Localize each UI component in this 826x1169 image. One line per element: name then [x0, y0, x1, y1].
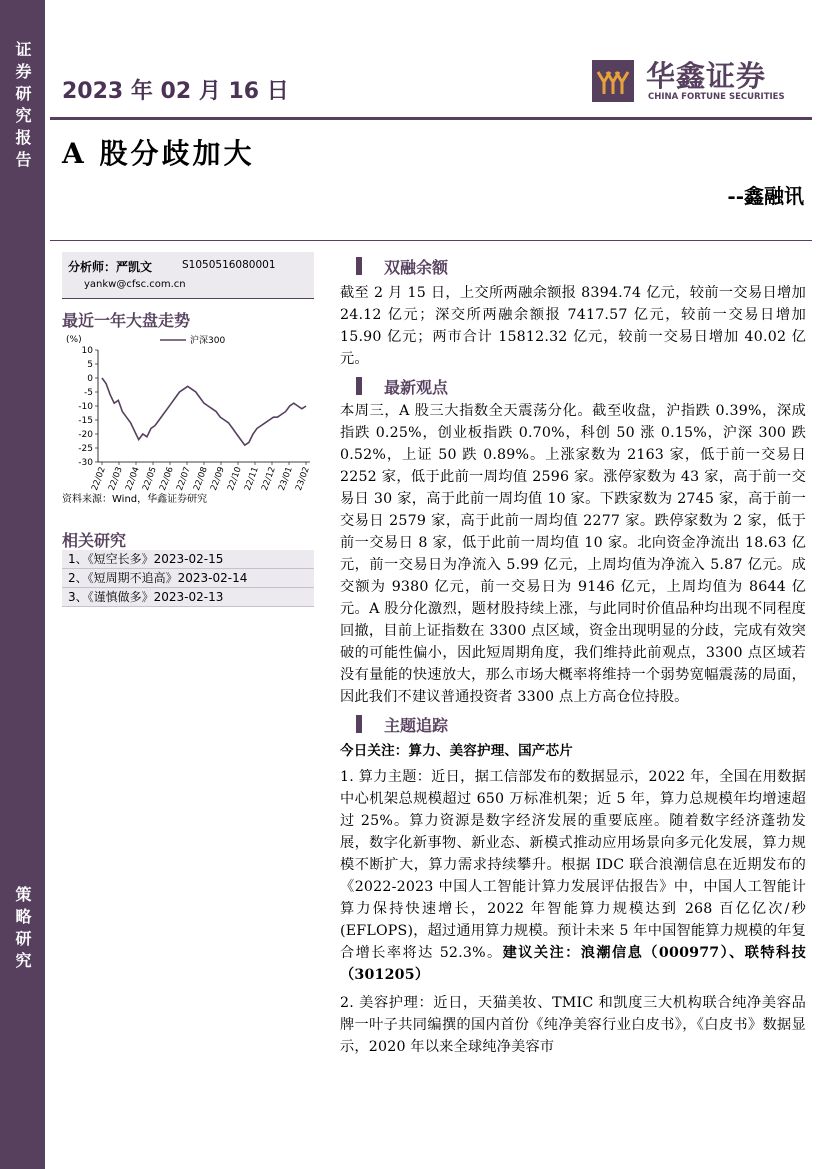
- x-tick-label: 22/03: [107, 465, 125, 493]
- chart-heading: 最近一年大盘走势: [62, 311, 191, 330]
- section-header: [340, 712, 806, 736]
- chart-source: 资料来源：Wind，华鑫证券研究: [62, 494, 208, 505]
- theme-paragraph: 2. 美容护理：近日，天猫美妆、TMIC 和凯度三大机构联合纯净美容品牌一叶子共同编撰的国内首份《纯净美容行业白皮书》，《白皮书》数据显示，2020 年以来全球纯净美容市: [340, 995, 806, 1055]
- report-series: --鑫融讯: [727, 184, 804, 208]
- related-item[interactable]: 2、《短周期不追高》2023-02-14: [62, 569, 314, 588]
- y-axis-unit: (%): [66, 335, 82, 345]
- x-tick-label: 22/04: [124, 465, 142, 493]
- logo-text-cn: 华鑫证券: [646, 59, 767, 93]
- line-chart: [62, 328, 314, 503]
- section-bar: [356, 377, 362, 395]
- y-tick-label: -30: [78, 458, 93, 468]
- x-tick-label: 22/06: [158, 465, 176, 493]
- sidebar-category-label: 策略研究: [13, 886, 32, 974]
- x-tick-label: 22/05: [141, 465, 159, 493]
- theme-text: 1. 算力主题：近日，据工信部发布的数据显示，2022 年，全国在用数据中心机架总规模超过 650 万标准机架；近 5 年，算力总规模年均增速超过 25%。算力资源是数字经济发展的重要底座。随着数字经济蓬勃发展，数字化新事物、新业态、新模式推动应用场景向多元化发展，算力规模不断扩大，算力需求持续攀升。根据 IDC 联合浪潮信息在近期发布的《2022-2023 中国人工智能计算力发展评估报告》中，中国人工智能计算力保持快速增长，2022 年智能算力规模达到 268 百亿亿次/秒(EFLOPS)，超过通用算力规模。预计未来 5 年中国智能算力规模的年复合增长率将达 52.3%。: [340, 769, 806, 961]
- x-tick-label: 22/02: [90, 465, 108, 493]
- report-title: A 股分歧加大: [62, 137, 255, 170]
- y-tick-label: -20: [78, 430, 93, 440]
- title-rule: [50, 240, 812, 241]
- left-column: [62, 252, 314, 299]
- section-bar: [356, 715, 362, 733]
- header-rule: [50, 117, 812, 120]
- y-tick-label: 0: [87, 374, 93, 384]
- y-tick-label: -25: [78, 444, 93, 454]
- x-tick-label: 23/02: [294, 465, 312, 493]
- related-heading: 相关研究: [62, 531, 127, 550]
- sidebar-report-label: 证券研究报告: [13, 41, 32, 173]
- analyst-box: [62, 252, 314, 299]
- theme-paragraph: [340, 766, 806, 986]
- x-tick-label: 22/09: [209, 465, 227, 493]
- y-tick-label: -15: [78, 416, 93, 426]
- analyst-email: yankw@cfsc.com.cn: [84, 279, 186, 290]
- report-date: 2023 年 02 月 16 日: [62, 79, 289, 104]
- analyst-name: 分析师：严凯文: [68, 260, 153, 274]
- legend-label: 沪深300: [190, 336, 226, 346]
- x-tick-label: 23/01: [277, 465, 295, 493]
- x-tick-label: 22/10: [226, 465, 244, 493]
- theme-recommendation: 建议关注：浪潮信息（000977）、联特科技（301205）: [340, 945, 807, 983]
- margin-balance-text: 截至 2 月 15 日，上交所两融余额报 8394.74 亿元，较前一交易日增加 24.12 亿元；深交所两融余额报 7417.57 亿元，较前一交易日增加 15.90 亿元；两市合计 15812.32 亿元，较前一交易日增加 40.02 亿元。: [340, 285, 806, 367]
- y-tick-label: -10: [78, 402, 93, 412]
- logo-mark-icon: [592, 60, 634, 102]
- series-line: [102, 378, 306, 445]
- logo-text-en: CHINA FORTUNE SECURITIES: [648, 92, 785, 102]
- section-title: 双融余额: [384, 257, 449, 277]
- x-tick-label: 22/08: [192, 465, 210, 493]
- related-item[interactable]: 3、《谨慎做多》2023-02-13: [62, 588, 314, 607]
- section-header: [340, 374, 806, 398]
- today-focus: 今日关注：算力、美容护理、国产芯片: [340, 743, 573, 759]
- y-tick-label: 10: [81, 346, 93, 356]
- market-chart: [62, 306, 314, 506]
- section-bar: [356, 257, 362, 275]
- analyst-code: S1050516080001: [182, 259, 276, 271]
- x-tick-label: 22/11: [243, 465, 261, 493]
- x-tick-label: 22/07: [175, 465, 193, 493]
- y-tick-label: -5: [84, 388, 93, 398]
- related-item[interactable]: 1、《短空长多》2023-02-15: [62, 550, 314, 569]
- y-tick-label: 5: [87, 360, 93, 370]
- section-title: 最新观点: [384, 377, 449, 397]
- section-title: 主题追踪: [384, 715, 449, 735]
- right-column: [340, 254, 806, 1058]
- company-logo: [592, 54, 792, 106]
- section-header: [340, 254, 806, 278]
- x-tick-label: 22/12: [260, 465, 278, 493]
- latest-view-text: 本周三，A 股三大指数全天震荡分化。截至收盘，沪指跌 0.39%，深成指跌 0.25%，创业板指跌 0.70%，科创 50 涨 0.15%，沪深 300 跌 0.52%，上证 50 跌 0.89%。上涨家数为 2163 家，低于前一交易日 2252 家，低于此前一周均值 2596 家。涨停家数为 43 家，高于前一交易日 30 家，高于此前一周均值 10 家。下跌家数为 2745 家，高于前一交易日 2579 家，高于此前一周均值 2277 家。跌停家数为 2 家，低于前一交易日 8 家，低于此前一周均值 10 家。北向资金净流出 18.63 亿元，前一交易日为净流入 5.99 亿元，上周均值为净流入 5.87 亿元。成交额为 9380 亿元，前一交易日为 9146 亿元，上周均值为 8644 亿元。A 股分化激烈，题材股持续上涨，与此同时价值品种均出现不同程度回撤，目前上证指数在 3300 点区域，资金出现明显的分歧，完成有效突破的可能性偏小，因此短周期角度，我们维持此前观点，3300 点区域若没有量能的快速放大，那么市场大概率将维持一个弱势宽幅震荡的局面，因此我们不建议普通投资者 3300 点上方高仓位持股。: [340, 403, 806, 705]
- related-list: [62, 550, 314, 607]
